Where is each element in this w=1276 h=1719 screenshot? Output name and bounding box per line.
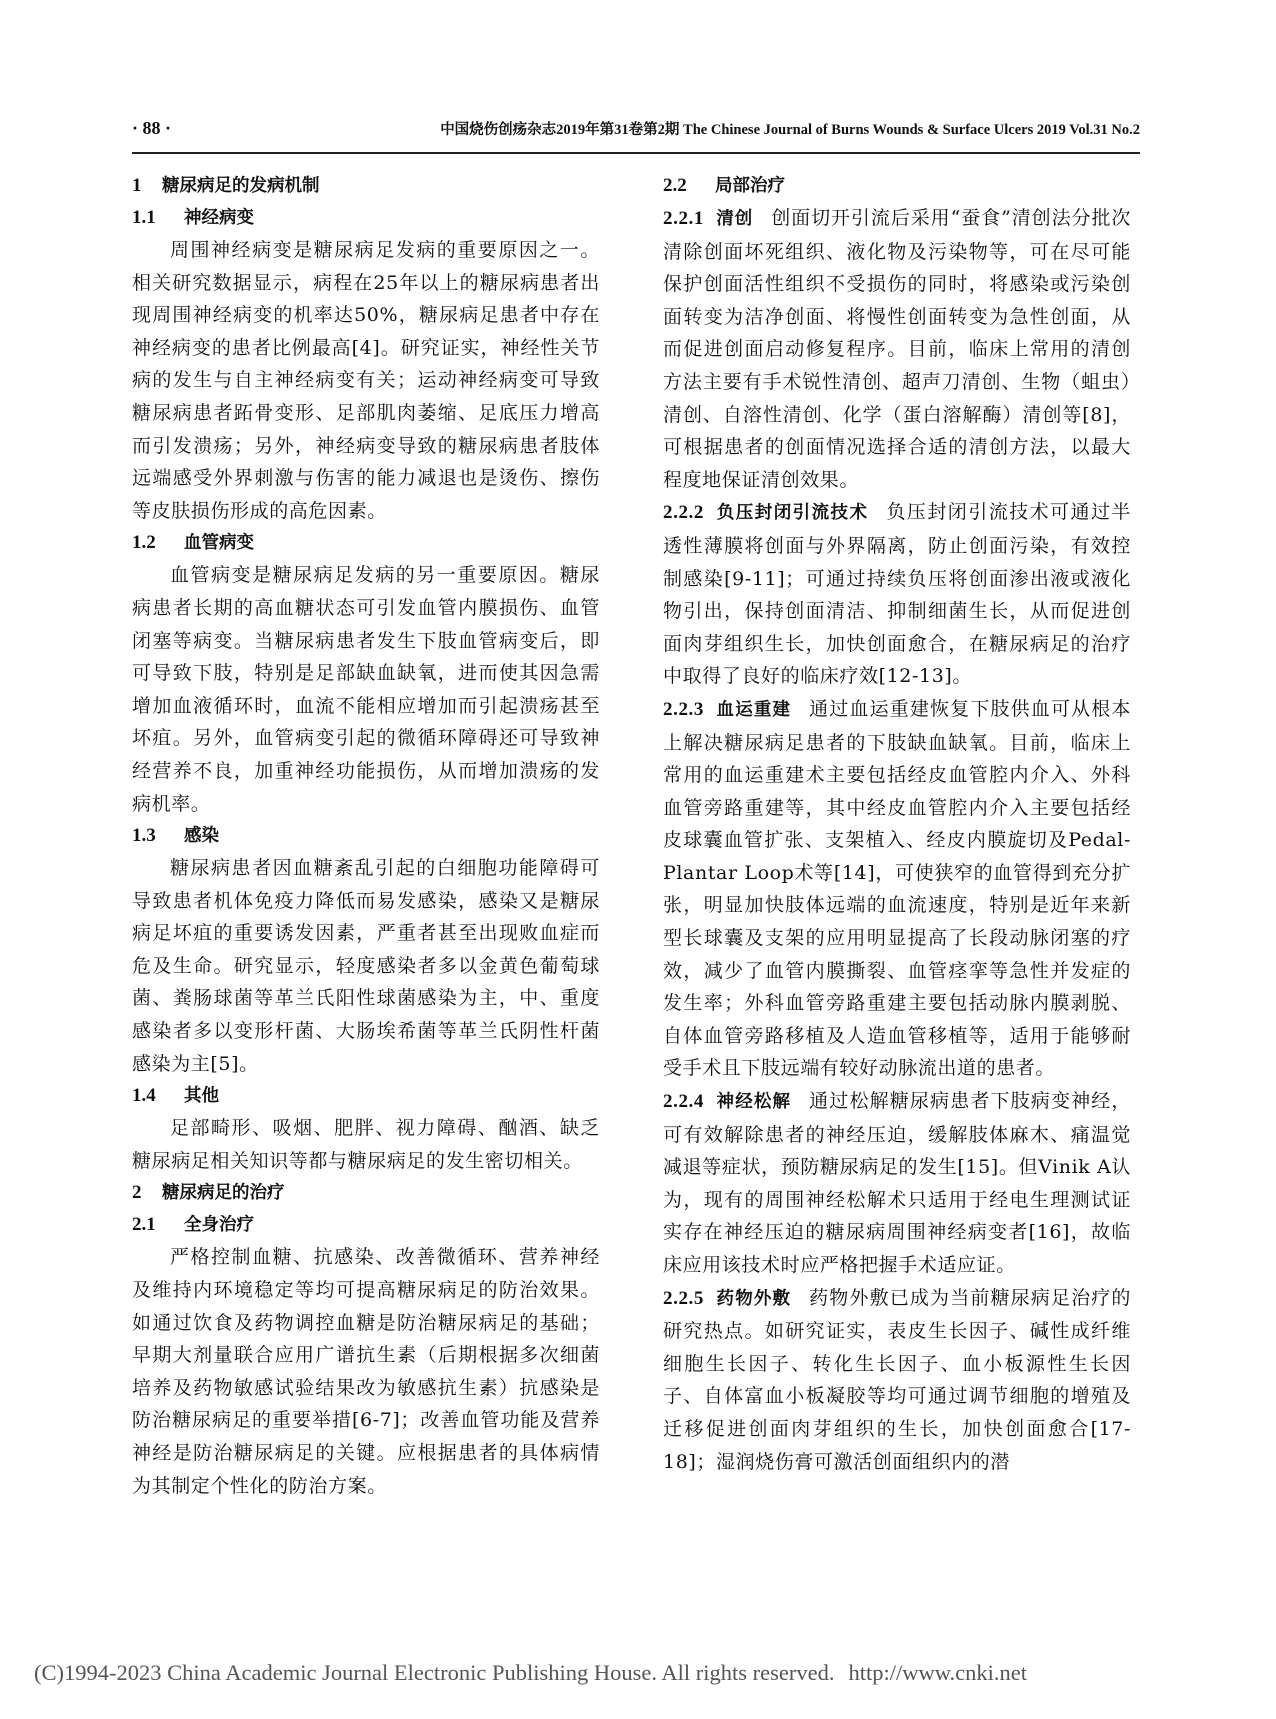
paragraph-vascular: 血管病变是糖尿病足发病的另一重要原因。糖尿病患者长期的高血糖状态可引发血管内膜损伤、血管闭塞等病变。当糖尿病患者发生下肢血管病变后，即可导致下肢，特别是足部缺血缺氧，进而使其因急需增加血液循环时，血流不能相应增加而引起溃疡甚至坏疽。另外，血管病变引起的微循环障碍还可导致神经营养不良，加重神经功能损伤，从而增加溃疡的发病机率。 [132,564,600,815]
section-heading-2-1: 2.1 全身治疗 [132,1214,254,1236]
section-heading-2-2: 2.2 局部治疗 [663,175,785,196]
section-heading-1: 1 糖尿病足的发病机制 [132,175,320,196]
running-header [132,118,1140,154]
section-heading-1-4: 1.4 其他 [132,1085,219,1107]
right-column [663,170,1131,1478]
paragraph-systemic-treatment: 严格控制血糖、抗感染、改善微循环、营养神经及维持内环境稳定等均可提高糖尿病足的防治效果。如通过饮食及药物调控血糖是防治糖尿病足的基础；早期大剂量联合应用广谱抗生素（后期根据多次细菌培养及药物敏感试验结果改为敏感抗生素）抗感染是防治糖尿病足的重要举措[6-7]；改善血管功能及营养神经是防治糖尿病足的关键。应根据患者的具体病情为其制定个性化的防治方案。 [132,1246,600,1497]
section-heading-2: 2 糖尿病足的治疗 [132,1182,285,1204]
subsection-nerve-release: 2.2.4 神经松解 通过松解糖尿病患者下肢病变神经，可有效解除患者的神经压迫，缓解肢体麻木、痛温觉减退等症状，预防糖尿病足的发生[15]。但Vinik A认为，现有的周围神经松解术只适用于经电生理测试证实存在神经压迫的糖尿病周围神经病变者[16]，故临床应用该技术时应严格把握手术适应证。 [663,1090,1131,1276]
paragraph-infection: 糖尿病患者因血糖紊乱引起的白细胞功能障碍可导致患者机体免疫力降低而易发感染，感染又是糖尿病足坏疽的重要诱发因素，严重者甚至出现败血症而危及生命。研究显示，轻度感染者多以金黄色葡萄球菌、粪肠球菌等革兰氏阳性球菌感染为主，中、重度感染者多以变形杆菌、大肠埃希菌等革兰氏阴性杆菌感染为主[5]。 [132,857,600,1075]
section-heading-1-3: 1.3 感染 [132,825,219,847]
section-heading-1-2: 1.2 血管病变 [132,532,254,554]
journal-citation: 中国烧伤创疡杂志2019年第31卷第2期 The Chinese Journal of Burns Wounds & Surface Ulcers 2019 Vol.31 No.2 [440,122,1140,138]
copyright-footer [34,1660,1244,1686]
cnki-link[interactable]: http://www.cnki.net [848,1660,1028,1685]
subsection-revascularization: 2.2.3 血运重建 通过血运重建恢复下肢供血可从根本上解决糖尿病足患者的下肢缺血缺氧。目前，临床上常用的血运重建术主要包括经皮血管腔内介入、外科血管旁路重建等，其中经皮血管腔内介入主要包括经皮球囊血管扩张、支架植入、经皮内膜旋切及Pedal-Plantar Loop术等[14]，可使狭窄的血管得到充分扩张，明显加快肢体远端的血流速度，特别是近年来新型长球囊及支架的应用明显提高了长段动脉闭塞的疗效，减少了血管内膜撕裂、血管痉挛等急性并发症的发生率；外科血管旁路重建主要包括动脉内膜剥脱、自体血管旁路移植及人造血管移植等，适用于能够耐受手术且下肢远端有较好动脉流出道的患者。 [663,697,1131,1080]
paragraph-other: 足部畸形、吸烟、肥胖、视力障碍、酗酒、缺乏糖尿病足相关知识等都与糖尿病足的发生密切相关。 [132,1117,600,1172]
section-heading-1-1: 1.1 神经病变 [132,207,254,228]
paragraph-neuropathy: 周围神经病变是糖尿病足发病的重要原因之一。相关研究数据显示，病程在25年以上的糖尿病患者出现周围神经病变的机率达50%，糖尿病足患者中存在神经病变的患者比例最高[4]。研究证实，神经性关节病的发生与自主神经病变有关；运动神经病变可导致糖尿病患者跖骨变形、足部肌肉萎缩、足底压力增高而引发溃疡；另外，神经病变导致的糖尿病患者肢体远端感受外界刺激与伤害的能力减退也是烫伤、擦伤等皮肤损伤形成的高危因素。 [132,239,600,522]
subsection-topical-drugs: 2.2.5 药物外敷 药物外敷已成为当前糖尿病足治疗的研究热点。如研究证实，表皮生长因子、碱性成纤维细胞生长因子、转化生长因子、血小板源性生长因子、自体富血小板凝胶等均可通过调节细胞的增殖及迁移促进创面肉芽组织的生长，加快创面愈合[17-18]；湿润烧伤膏可激活创面组织内的潜 [663,1286,1131,1473]
subsection-negative-pressure: 2.2.2 负压封闭引流技术 负压封闭引流技术可通过半透性薄膜将创面与外界隔离，防止创面污染，有效控制感染[9-11]；可通过持续负压将创面渗出液或液化物引出，保持创面清洁、抑制细菌生长，从而促进创面肉芽组织生长，加快创面愈合，在糖尿病足的治疗中取得了良好的临床疗效[12-13]。 [663,501,1131,688]
page-number: · 88 · [132,118,172,138]
left-column [132,170,600,1502]
copyright-text: (C)1994-2023 China Academic Journal Electronic Publishing House. All rights reserved. [34,1660,835,1685]
subsection-debridement: 2.2.1 清创 创面切开引流后采用“蚕食”清创法分批次清除创面坏死组织、液化物及污染物等，可在尽可能保护创面活性组织不受损伤的同时，将感染或污染创面转变为洁净创面、将慢性创面转变为急性创面，从而促进创面启动修复程序。目前，临床上常用的清创方法主要有手术锐性清创、超声刀清创、生物（蛆虫）清创、自溶性清创、化学（蛋白溶解酶）清创等[8]，可根据患者的创面情况选择合适的清创方法，以最大程度地保证清创效果。 [663,207,1132,491]
